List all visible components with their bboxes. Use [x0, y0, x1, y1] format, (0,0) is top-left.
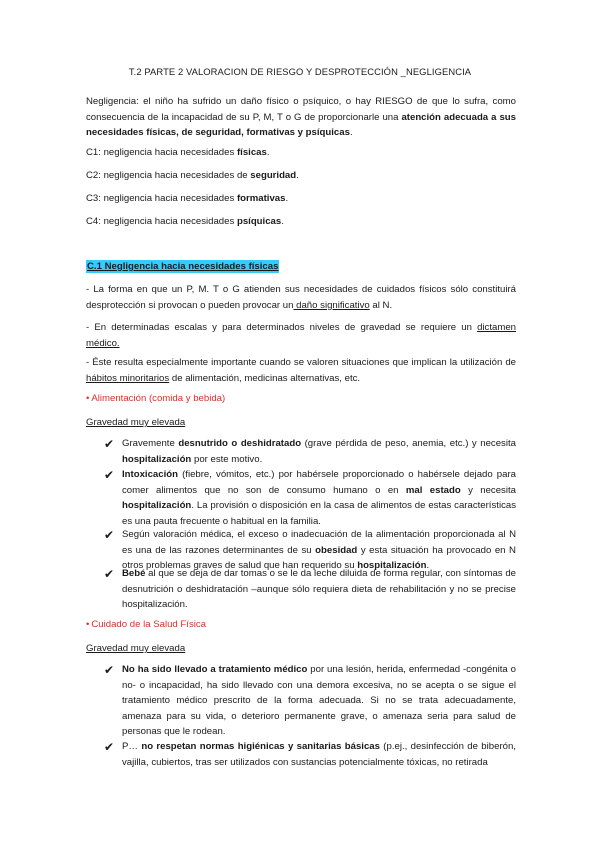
category-bold: seguridad — [250, 170, 297, 181]
category-bold: físicas — [236, 147, 267, 158]
intro-underline: hábitos minoritarios — [86, 372, 170, 384]
item-text: Gravemente — [122, 438, 179, 449]
intro-paragraph-2 — [86, 320, 516, 351]
item-bold: no respetan normas higiénicas y sanitarias básicas — [141, 741, 380, 752]
item-text: (fiebre, vómitos, etc.) por habérsele proporcionado o habérsele dejado para comer alimentos que no son de consumo humano o en — [122, 469, 516, 496]
intro-text-end: al N. — [369, 299, 393, 311]
gravity-heading: Gravedad muy elevada — [86, 643, 186, 654]
category-end: . — [296, 170, 299, 181]
category-bold: formativas — [236, 193, 286, 204]
item-text: . La provisión o disposición en la casa de alimentos de estas características es una pauta frecuente o habitual en la familia. — [122, 500, 516, 527]
definition-emphasis: atención adecuada a sus necesidades físicas, de seguridad, formativas y psíquicas — [86, 111, 516, 138]
item-text: (p.ej., desinfección de biberón, vajilla, cubiertos, tras ser utilizados con sustancias potencialmente tóxicas, no retirada — [122, 741, 516, 768]
intro-text: - La forma en que un P, M. T o G atienden sus necesidades de cuidados físicos sólo constituirá desprotección si provocan o pueden provocar un — [86, 284, 516, 311]
definition-paragraph — [86, 94, 516, 141]
category-c3 — [86, 193, 288, 204]
category-text: C1: negligencia hacia necesidades — [86, 147, 237, 158]
document-title: T.2 PARTE 2 VALORACION DE RIESGO Y DESPROTECCIÓN _NEGLIGENCIA — [128, 66, 472, 77]
intro-text-end: de alimentación, medicinas alternativas, etc. — [169, 372, 361, 384]
item-text: por este motivo. — [191, 453, 263, 465]
subsection-food — [86, 393, 225, 404]
bullet-dot-icon: • — [86, 619, 90, 630]
item-text: . — [426, 560, 430, 571]
checkmark-icon: ✔ — [104, 740, 115, 754]
intro-text: - Éste resulta especialmente importante cuando se valoren situaciones que implican la utilización de — [86, 357, 516, 368]
category-c2 — [86, 170, 299, 181]
item-bold: desnutrido o deshidratado — [178, 438, 302, 449]
category-c1 — [86, 147, 270, 158]
category-text: C2: negligencia hacia necesidades de — [86, 170, 251, 181]
list-item — [122, 467, 516, 529]
checkmark-icon: ✔ — [104, 468, 115, 482]
category-end: . — [285, 193, 289, 204]
gravity-heading: Gravedad muy elevada — [86, 417, 186, 428]
category-text: C3: negligencia hacia necesidades — [86, 193, 237, 204]
list-item — [122, 739, 516, 770]
item-text: P… — [122, 741, 142, 752]
intro-text: - En determinadas escalas y para determinados niveles de gravedad se requiere un — [86, 322, 478, 333]
definition-end: . — [349, 127, 353, 138]
list-item — [122, 436, 516, 467]
item-bold: No ha sido llevado a tratamiento médico — [122, 664, 308, 675]
category-end: . — [281, 216, 284, 227]
item-text: y esta situación ha provocado en N otros problemas graves de salud que han requerido su — [122, 544, 516, 571]
definition-text: el niño ha sufrido un daño físico o psíquico, o hay RIESGO de que lo sufra, como consecuencia de la incapacidad de su P, M, T o G de proporcionarle una — [86, 96, 516, 123]
category-bold: psíquicas — [236, 216, 282, 227]
item-bold: hospitalización — [357, 560, 427, 571]
intro-underline: daño significativo — [293, 299, 370, 311]
checkmark-icon: ✔ — [104, 437, 115, 451]
category-c4 — [86, 216, 284, 227]
subsection-health — [86, 619, 206, 630]
item-bold: obesidad — [315, 544, 358, 556]
category-text: C4: negligencia hacia necesidades — [86, 216, 237, 227]
list-item — [122, 662, 516, 740]
item-bold: hospitalización — [122, 500, 192, 511]
item-text: por una lesión, herida, enfermedad -congénita o no- o incapacidad, ha sido llevado con una demora excesiva, no se acepta o se sigue el tratamiento médico prescrito de la forma adecuada. Si no se trata adecuadamente, amenaza para su vida, o deterioro permanente grave, o amenaza seria para salud de personas que le rodean. — [122, 664, 517, 737]
item-bold: mal estado — [405, 484, 461, 496]
checkmark-icon: ✔ — [104, 528, 115, 542]
item-text: al que se deja de dar tomas o se le da leche diluida de forma regular, con síntomas de desnutrición o deshidratación –aunque sólo requiera dieta de rehabilitación y no se precise hospitalización. — [122, 568, 516, 610]
item-text: Según valoración médica, el exceso o inadecuación de la alimentación proporcionada al N es una de las razones determinantes de su — [122, 529, 516, 556]
subsection-label: Alimentación (comida y bebida) — [91, 393, 226, 404]
intro-paragraph-3 — [86, 355, 516, 386]
intro-underline: dictamen médico. — [86, 322, 516, 349]
section-heading: C.1 Negligencia hacia necesidades físicas — [87, 261, 279, 272]
item-bold: Bebé — [122, 568, 146, 579]
category-end: . — [266, 147, 270, 158]
intro-paragraph-1 — [86, 282, 516, 313]
bullet-dot-icon: • — [86, 393, 90, 404]
item-text: y necesita — [460, 484, 516, 496]
checkmark-icon: ✔ — [104, 567, 115, 581]
subsection-label: Cuidado de la Salud Física — [91, 619, 207, 630]
list-item — [122, 566, 516, 613]
item-text: (grave pérdida de peso, anemia, etc.) y necesita — [301, 438, 516, 449]
item-bold: hospitalización — [122, 453, 192, 465]
definition-label: Negligencia: — [86, 96, 139, 107]
item-bold: Intoxicación — [122, 469, 178, 480]
checkmark-icon: ✔ — [104, 663, 115, 677]
